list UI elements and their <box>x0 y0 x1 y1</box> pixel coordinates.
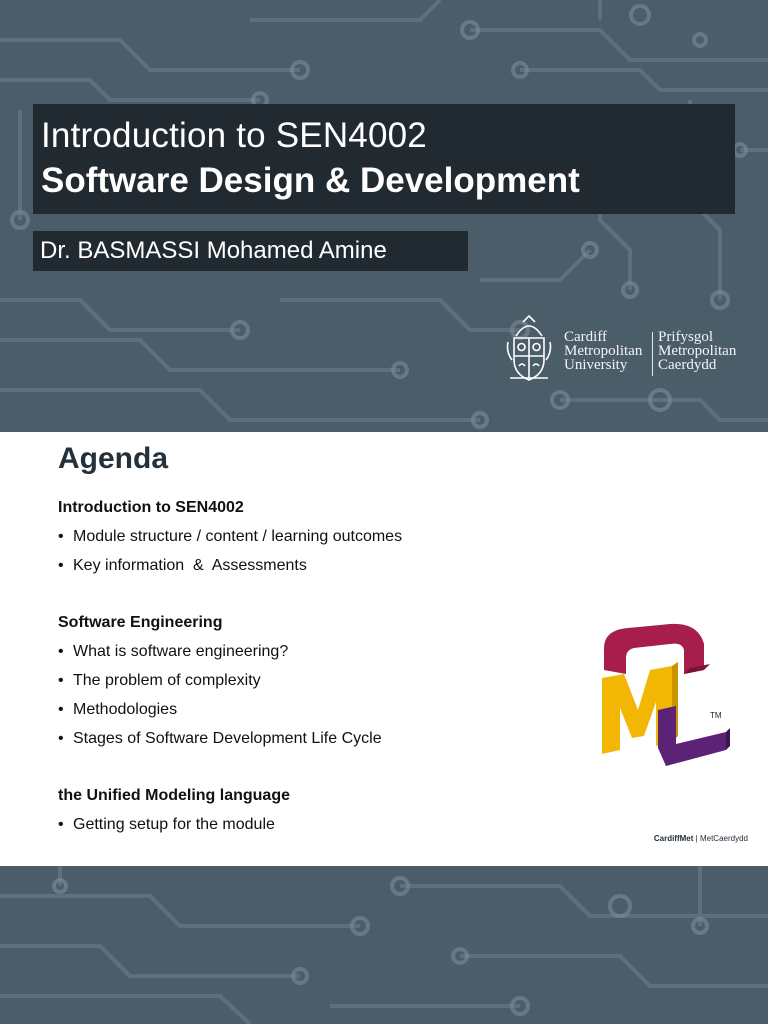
list-item: • Methodologies <box>58 701 178 718</box>
crest-icon <box>506 312 552 384</box>
list-item: • Stages of Software Development Life Cycle <box>58 730 382 747</box>
logo-welsh-text: Prifysgol Metropolitan Caerdydd <box>658 329 737 373</box>
agenda-slide <box>0 432 768 866</box>
course-code-line: Introduction to SEN4002 <box>41 116 427 155</box>
section-title: Introduction to SEN4002 <box>58 499 244 516</box>
circuit-background <box>0 866 768 1024</box>
list-item: • What is software engineering? <box>58 643 289 660</box>
logo-divider <box>652 332 653 376</box>
section-title: Software Engineering <box>58 614 223 631</box>
next-slide-preview <box>0 866 768 1024</box>
title-box <box>33 104 735 214</box>
title-slide <box>0 0 768 432</box>
list-item: • The problem of complexity <box>58 672 261 689</box>
trademark-label: TM <box>710 711 722 720</box>
list-item: • Module structure / content / learning outcomes <box>58 528 403 545</box>
uml-logo <box>598 618 730 772</box>
agenda-heading: Agenda <box>58 442 169 475</box>
logo-english-text: Cardiff Metropolitan University <box>564 329 643 373</box>
course-title: Software Design & Development <box>41 161 580 200</box>
university-logo <box>506 312 746 388</box>
list-item: • Key information & Assessments <box>58 557 307 574</box>
section-title: the Unified Modeling language <box>58 787 290 804</box>
list-item: • Getting setup for the module <box>58 816 275 833</box>
author-box <box>33 231 468 271</box>
agenda-list <box>58 498 578 844</box>
author-name: Dr. BASMASSI Mohamed Amine <box>40 237 387 264</box>
footer-brand: CardiffMet | MetCaerdydd <box>653 834 748 843</box>
